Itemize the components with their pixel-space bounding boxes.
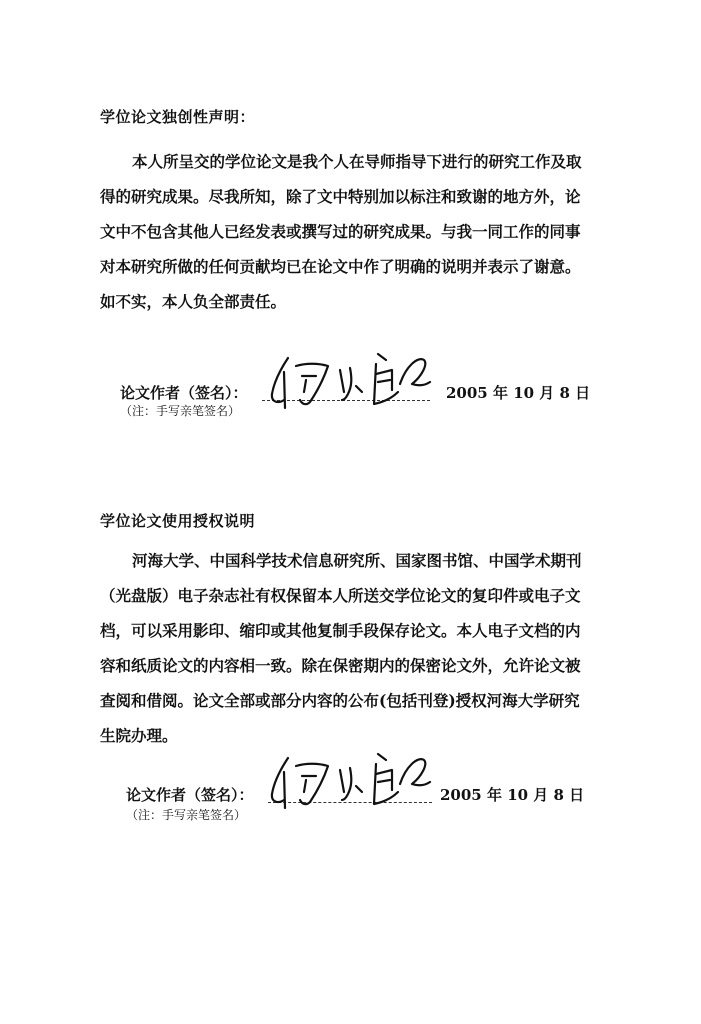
declaration-line-1: 本人所呈交的学位论文是我个人在导师指导下进行的研究工作及取	[132, 152, 582, 171]
authorization-line-6: 生院办理。	[100, 726, 178, 745]
authorization-title: 学位论文使用授权说明	[100, 512, 256, 530]
declaration-line-3: 文中不包含其他人已经发表或撰写过的研究成果。与我一同工作的同事	[100, 222, 581, 241]
declaration-title: 学位论文独创性声明：	[100, 108, 256, 126]
authorization-line-5: 查阅和借阅。论文全部或部分内容的公布(包括刊登)授权河海大学研究	[100, 691, 580, 710]
declaration-line-5: 如不实，本人负全部责任。	[100, 292, 287, 311]
authorization-line-3: 档，可以采用影印、缩印或其他复制手段保存论文。本人电子文档的内	[100, 621, 581, 640]
declaration-line-2: 得的研究成果。尽我所知，除了文中特别加以标注和致谢的地方外，论	[100, 187, 581, 206]
declaration-paragraph	[100, 144, 605, 319]
authorization-line-1: 河海大学、中国科学技术信息研究所、国家图书馆、中国学术期刊	[132, 551, 582, 570]
declaration-signature-date: 2005 年 10 月 8 日	[446, 384, 591, 402]
declaration-line-4: 对本研究所做的任何贡献均已在论文中作了明确的说明并表示了谢意。	[100, 257, 581, 276]
declaration-signature-note: （注：手写亲笔签名）	[120, 404, 241, 418]
authorization-signature-date: 2005 年 10 月 8 日	[440, 786, 585, 804]
authorization-paragraph	[100, 543, 605, 753]
authorization-signature-note: （注：手写亲笔签名）	[126, 808, 247, 822]
authorization-line-4: 容和纸质论文的内容相一致。除在保密期内的保密论文外，允许论文被	[100, 656, 581, 675]
authorization-line-2: （光盘版）电子杂志社有权保留本人所送交学位论文的复印件或电子文	[100, 586, 581, 605]
authorization-handwritten-signature	[268, 748, 438, 812]
declaration-signature-label: 论文作者（签名）：	[120, 384, 248, 402]
declaration-signature-block	[0, 350, 701, 418]
declaration-handwritten-signature	[266, 346, 436, 410]
authorization-signature-block	[0, 756, 701, 822]
authorization-signature-label: 论文作者（签名）：	[126, 786, 254, 804]
